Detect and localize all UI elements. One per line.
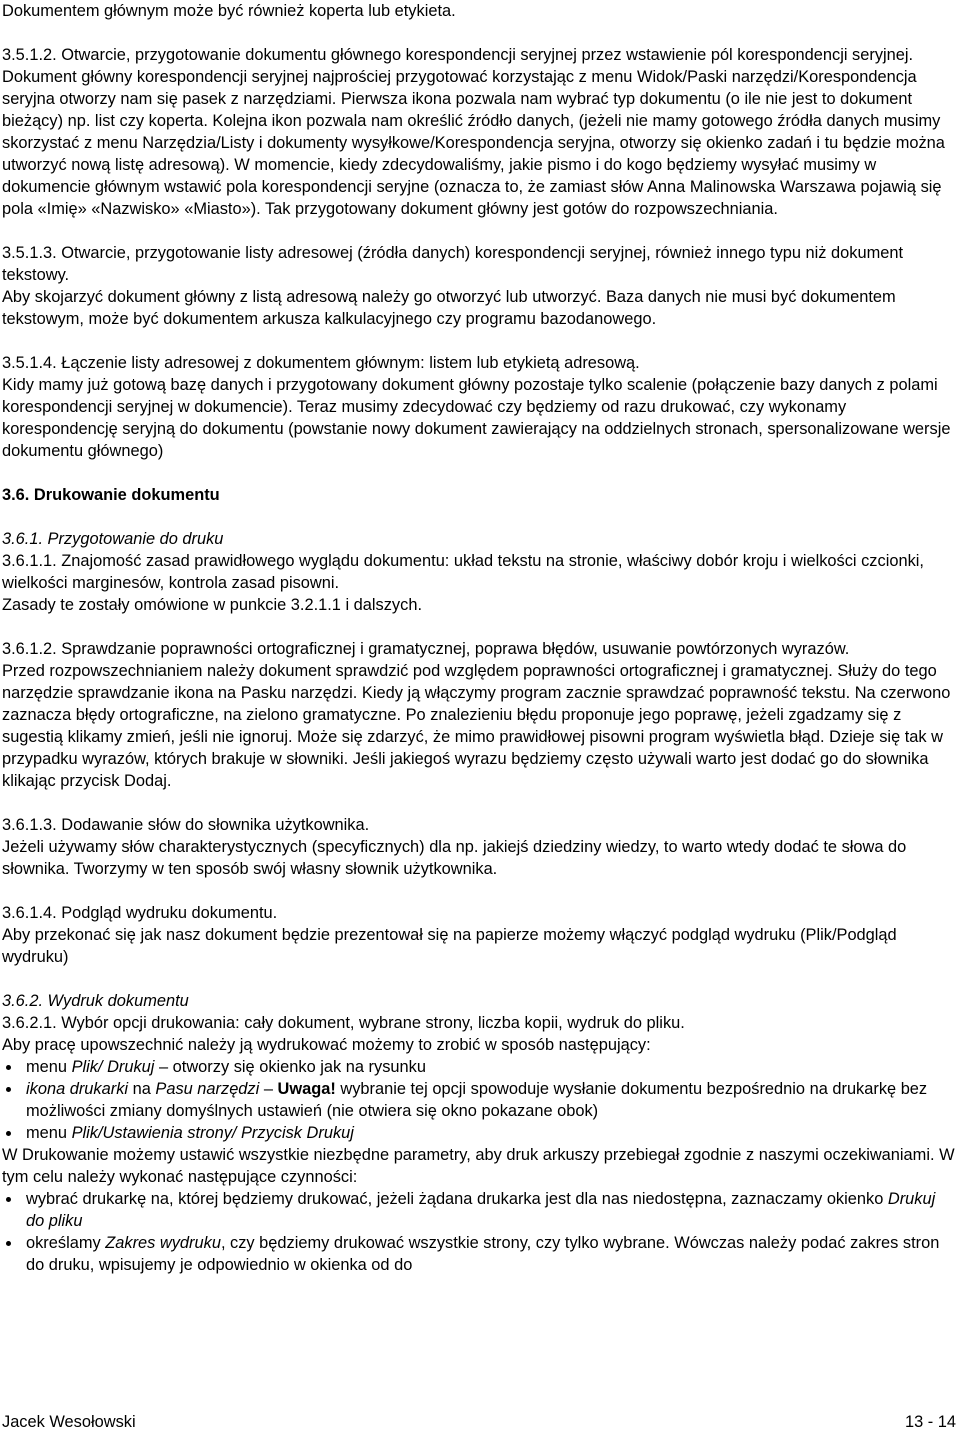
print-methods-list [2, 1056, 956, 1144]
section-3613-title: 3.6.1.3. Dodawanie słów do słownika użytkownika. [2, 816, 370, 834]
list-item-text: – otworzy się okienko jak na rysunku [154, 1058, 426, 1076]
warning-label: Uwaga! [277, 1080, 336, 1098]
section-3621-title: 3.6.2.1. Wybór opcji drukowania: cały dokument, wybrane strony, liczba kopii, wydruk do pliku. [2, 1014, 685, 1032]
section-3612-title: 3.6.1.2. Sprawdzanie poprawności ortograficznej i gramatycznej, poprawa błędów, usuwanie powtórzonych wyrazów. [2, 640, 850, 658]
footer-author: Jacek Wesołowski [2, 1413, 136, 1431]
option-name-text: Drukuj do pliku [26, 1190, 936, 1230]
list-item [2, 1232, 956, 1276]
list-item-text: menu [26, 1124, 72, 1142]
list-item-text: – [259, 1080, 278, 1098]
section-3621-paragraph: W Drukowanie możemy ustawić wszystkie niezbędne parametry, aby druk arkuszy przebiegał zgodnie z naszymi oczekiwaniami. W tym celu należy wykonać następujące czynności: [2, 1146, 955, 1186]
section-361-heading: 3.6.1. Przygotowanie do druku [2, 530, 224, 548]
page-footer [2, 1411, 956, 1433]
list-item-text: , czy będziemy drukować wszystkie strony, czy tylko wybrane. Wówczas należy podać zakres stron do druku, wpisujemy je odpowiednio w okienka od do [26, 1234, 940, 1274]
list-item-text: wybrać drukarkę na, której będziemy drukować, jeżeli żądana drukarka jest dla nas niedostępna, zaznaczamy okienko [26, 1190, 888, 1208]
menu-path-text: Plik/ Drukuj [71, 1058, 155, 1076]
section-3512-title: 3.5.1.2. Otwarcie, przygotowanie dokumentu głównego korespondencji seryjnej przez wstawienie pól korespondencji seryjnej. [2, 46, 914, 64]
print-steps-list [2, 1188, 956, 1276]
intro-line: Dokumentem głównym może być również koperta lub etykieta. [2, 2, 456, 20]
section-36-heading: 3.6. Drukowanie dokumentu [2, 486, 220, 504]
section-362-heading: 3.6.2. Wydruk dokumentu [2, 992, 189, 1010]
list-item-text: menu [26, 1058, 72, 1076]
section-3614-body: Aby przekonać się jak nasz dokument będzie prezentował się na papierze możemy włączyć podgląd wydruku (Plik/Podgląd wydruku) [2, 926, 897, 966]
section-3614-title: 3.6.1.4. Podgląd wydruku dokumentu. [2, 904, 278, 922]
section-3611-body: Zasady te zostały omówione w punkcie 3.2.1.1 i dalszych. [2, 596, 422, 614]
section-3513-body: Aby skojarzyć dokument główny z listą adresową należy go otworzyć lub utworzyć. Baza danych nie musi być dokumentem tekstowym, może być dokumentem arkusza kalkulacyjnego czy programu bazodanowego. [2, 288, 896, 328]
section-3514-title: 3.5.1.4. Łączenie listy adresowej z dokumentem głównym: listem lub etykietą adresową. [2, 354, 640, 372]
option-name-text: Zakres wydruku [105, 1234, 221, 1252]
list-item-text: wybranie tej opcji spowoduje wysłanie dokumentu bezpośrednio na drukarkę bez możliwości zmiany domyślnych ustawień (nie otwiera się okno pokazane obok) [26, 1080, 928, 1120]
section-3611-title: 3.6.1.1. Znajomość zasad prawidłowego wyglądu dokumentu: układ tekstu na stronie, właściwy dobór kroju i wielkości czcionki, wielkości marginesów, kontrola zasad pisowni. [2, 552, 924, 592]
menu-path-text: Plik/Ustawienia strony/ Przycisk Drukuj [71, 1124, 354, 1142]
footer-page-number: 13 - 14 [904, 1413, 956, 1431]
document-page [2, 0, 956, 1276]
toolbar-label: Pasu narzędzi [155, 1080, 260, 1098]
section-3613-body: Jeżeli używamy słów charakterystycznych (specyficznych) dla np. jakiejś dziedziny wiedzy, to warto wtedy dodać te słowa do słownika. Tworzymy w ten sposób swój własny słownik użytkownika. [2, 838, 907, 878]
list-item [2, 1188, 956, 1232]
list-item [2, 1078, 956, 1122]
list-item [2, 1122, 956, 1144]
section-3514-body: Kidy mamy już gotową bazę danych i przygotowany dokument główny pozostaje tylko scalenie (połączenie bazy danych z polami korespondencji seryjnej w dokumencie). Teraz musimy zdecydować czy będziemy od razu drukować, czy wykonamy korespondencję seryjną do dokumentu (powstanie nowy dokument zawierający na oddzielnych stronach, spersonalizowane wersje dokumentu głównego) [2, 376, 951, 460]
section-3612-body: Przed rozpowszechnianiem należy dokument sprawdzić pod względem poprawności ortograficznej i gramatycznej. Służy do tego narzędzie sprawdzanie ikona na Pasku narzędzi. Kiedy ją włączymy program zacznie sprawdzać poprawność tekstu. Na czerwono zaznacza błędy ortograficzne, na zielono gramatyczne. Po znalezieniu błędu proponuje jego poprawę, jeżeli zgadzamy się z sugestią klikamy zmień, jeśli nie ignoruj. Może się zdarzyć, że mimo prawidłowej pisowni program wyświetla błąd. Dzieje się tak w przypadku wyrazów, których brakuje w słowniki. Jeśli jakiegoś wyrazu będziemy często używali warto jest dodać go do słownika klikając przycisk Dodaj. [2, 662, 951, 790]
section-3513-title: 3.5.1.3. Otwarcie, przygotowanie listy adresowej (źródła danych) korespondencji seryjnej, również innego typu niż dokument tekstowy. [2, 244, 904, 284]
list-item-text: określamy [26, 1234, 106, 1252]
list-item-text: na [128, 1080, 156, 1098]
printer-icon-label: ikona drukarki [26, 1080, 129, 1098]
section-3512-body: Dokument główny korespondencji seryjnej najprościej przygotować korzystając z menu Widok/Paski narzędzi/Korespondencja seryjna otworzy nam się pasek z narzędziami. Pierwsza ikona pozwala nam wybrać typ dokumentu (o ile nie jest to dokument bieżący) np. list czy koperta. Kolejna ikon pozwala nam określić źródło danych, (jeżeli nie mamy gotowego źródła danych musimy skorzystać z menu Narzędzia/Listy i dokumenty wysyłkowe/Korespondencja seryjna, otworzy się okienko zadań i tu będzie można utworzyć nową listę adresową). W momencie, kiedy zdecydowaliśmy, jakie pismo i do kogo będziemy wysyłać musimy w dokumencie głównym wstawić pola korespondencji seryjne (oznacza to, że zamiast słów Anna Malinowska Warszawa pojawią się pola «Imię» «Nazwisko» «Miasto»). Tak przygotowany dokument główny jest gotów do rozpowszechniania. [2, 68, 945, 218]
list-item [2, 1056, 956, 1078]
section-3621-intro: Aby pracę upowszechnić należy ją wydrukować możemy to zrobić w sposób następujący: [2, 1036, 651, 1054]
